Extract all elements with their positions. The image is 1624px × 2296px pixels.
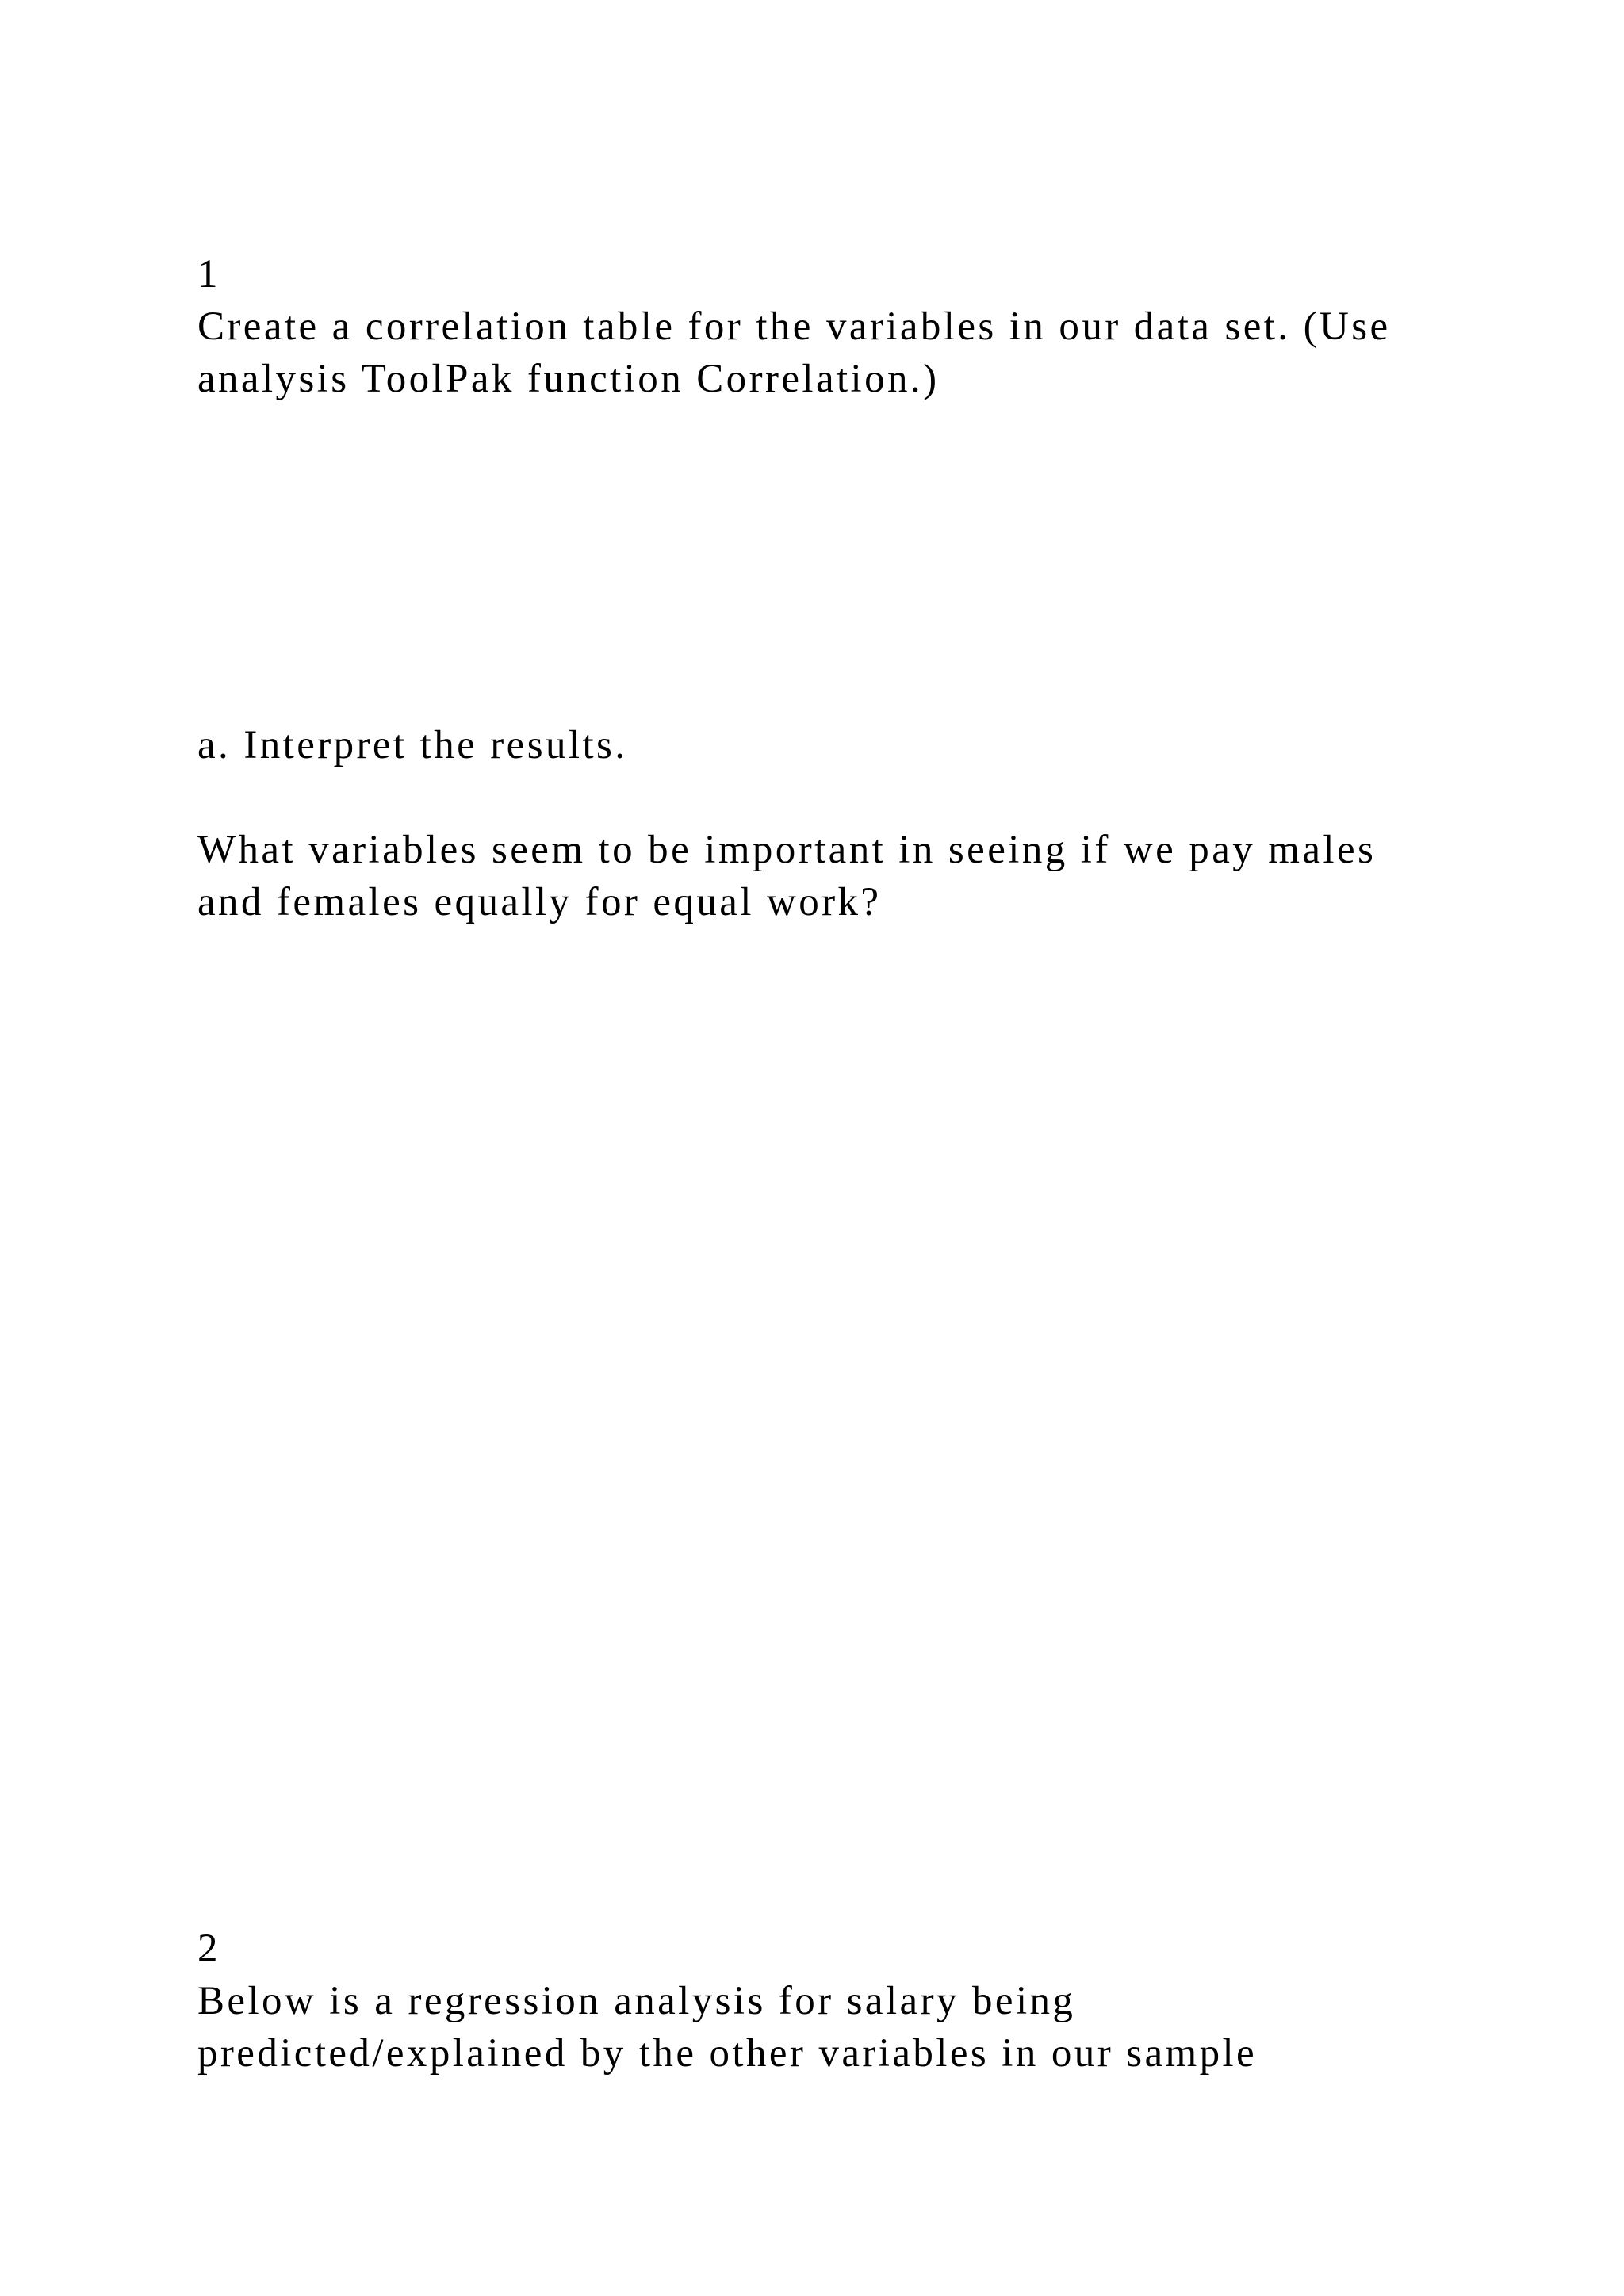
section-2-intro-line-2: predicted/explained by the other variables in our sample	[197, 2031, 1258, 2076]
section-1-question-line-1: What variables seem to be important in seeing if we pay males	[197, 828, 1377, 872]
section-1-question-line-2: and females equally for equal work?	[197, 880, 882, 924]
section-2-intro-line-1: Below is a regression analysis for salary being	[197, 1979, 1076, 2023]
section-2-number: 2	[197, 1927, 218, 1971]
section-1-intro-line-1: Create a correlation table for the variables in our data set. (Use	[197, 304, 1391, 349]
section-1-intro-line-2: analysis ToolPak function Correlation.)	[197, 357, 940, 401]
section-1-part-a: a. Interpret the results.	[197, 723, 628, 767]
section-1-number: 1	[197, 252, 218, 297]
